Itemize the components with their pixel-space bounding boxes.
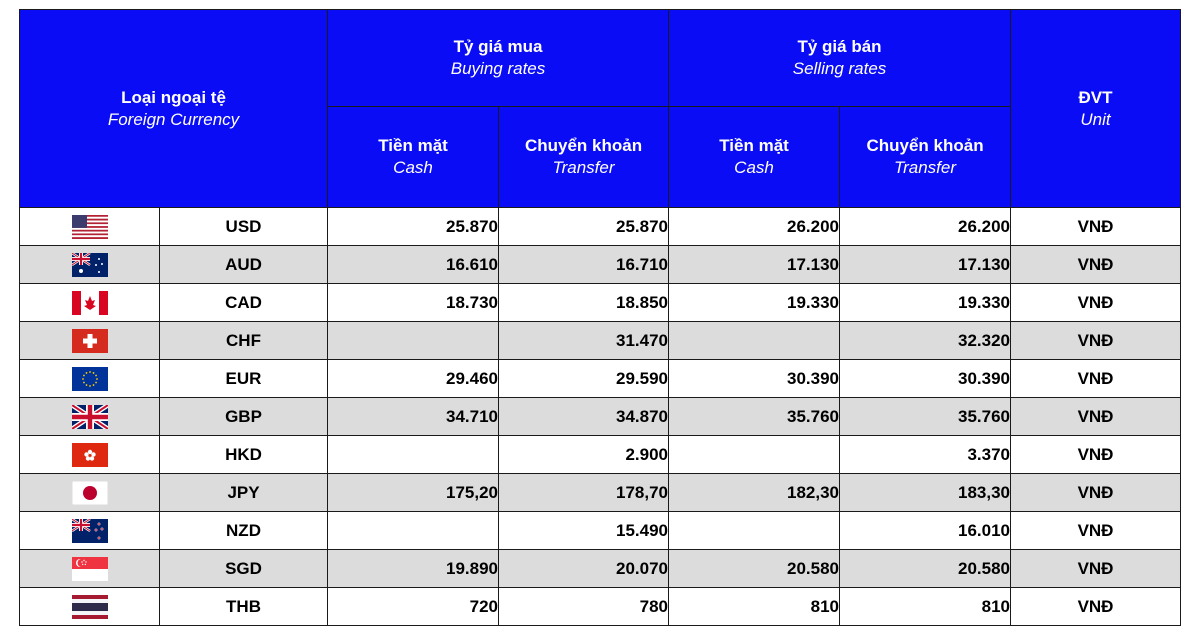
flag-cell bbox=[20, 436, 160, 474]
unit-value: VNĐ bbox=[1011, 208, 1181, 246]
buy-cash-header-vi: Tiền mặt bbox=[378, 136, 448, 155]
sell-cash-value: 30.390 bbox=[669, 360, 840, 398]
buy-transfer-value: 16.710 bbox=[499, 246, 669, 284]
table-row bbox=[20, 284, 1181, 322]
gb-flag-icon bbox=[72, 405, 108, 429]
sell-cash-value bbox=[669, 322, 840, 360]
flag-cell bbox=[20, 208, 160, 246]
sell-transfer-value: 20.580 bbox=[840, 550, 1011, 588]
unit-value: VNĐ bbox=[1011, 246, 1181, 284]
sg-flag-icon bbox=[72, 557, 108, 581]
unit-value: VNĐ bbox=[1011, 474, 1181, 512]
sell-transfer-header bbox=[840, 107, 1011, 208]
buy-cash-value bbox=[328, 436, 499, 474]
table-row bbox=[20, 398, 1181, 436]
unit-header-vi: ĐVT bbox=[1078, 87, 1113, 107]
unit-value: VNĐ bbox=[1011, 588, 1181, 626]
buy-cash-value: 720 bbox=[328, 588, 499, 626]
nz-flag-icon bbox=[72, 519, 108, 543]
buying-header-en: Buying rates bbox=[450, 59, 546, 78]
buy-cash-header bbox=[328, 107, 499, 208]
sell-cash-value bbox=[669, 436, 840, 474]
currency-code: SGD bbox=[160, 550, 328, 588]
jp-flag-icon bbox=[72, 481, 108, 505]
flag-cell bbox=[20, 512, 160, 550]
unit-value: VNĐ bbox=[1011, 512, 1181, 550]
currency-header-en: Foreign Currency bbox=[107, 109, 240, 129]
us-flag-icon bbox=[72, 215, 108, 239]
sell-cash-value: 19.330 bbox=[669, 284, 840, 322]
sell-transfer-value: 810 bbox=[840, 588, 1011, 626]
unit-value: VNĐ bbox=[1011, 550, 1181, 588]
currency-code: JPY bbox=[160, 474, 328, 512]
sell-cash-value bbox=[669, 512, 840, 550]
sell-transfer-value: 32.320 bbox=[840, 322, 1011, 360]
table-row bbox=[20, 550, 1181, 588]
ca-flag-icon bbox=[72, 291, 108, 315]
sell-transfer-value: 30.390 bbox=[840, 360, 1011, 398]
sell-cash-header-en: Cash bbox=[734, 158, 774, 177]
flag-cell bbox=[20, 246, 160, 284]
buy-cash-value bbox=[328, 322, 499, 360]
unit-column-header bbox=[1011, 10, 1181, 208]
buy-transfer-header bbox=[499, 107, 669, 208]
buy-transfer-value: 178,70 bbox=[499, 474, 669, 512]
table-row bbox=[20, 360, 1181, 398]
buying-rates-header bbox=[328, 10, 669, 107]
unit-header-en: Unit bbox=[1080, 109, 1111, 129]
buy-transfer-value: 18.850 bbox=[499, 284, 669, 322]
sell-cash-header bbox=[669, 107, 840, 208]
sell-cash-value: 17.130 bbox=[669, 246, 840, 284]
currency-header-vi: Loại ngoại tệ bbox=[121, 87, 226, 107]
buy-transfer-header-en: Transfer bbox=[552, 158, 615, 177]
buying-header-vi: Tỷ giá mua bbox=[453, 37, 543, 56]
buy-transfer-value: 780 bbox=[499, 588, 669, 626]
sell-cash-value: 35.760 bbox=[669, 398, 840, 436]
sell-transfer-value: 26.200 bbox=[840, 208, 1011, 246]
au-flag-icon bbox=[72, 253, 108, 277]
sell-cash-header-vi: Tiền mặt bbox=[719, 136, 789, 155]
table-row bbox=[20, 436, 1181, 474]
table-row bbox=[20, 474, 1181, 512]
unit-value: VNĐ bbox=[1011, 360, 1181, 398]
currency-code: EUR bbox=[160, 360, 328, 398]
currency-code: HKD bbox=[160, 436, 328, 474]
flag-cell bbox=[20, 398, 160, 436]
currency-code: USD bbox=[160, 208, 328, 246]
buy-cash-value: 19.890 bbox=[328, 550, 499, 588]
unit-value: VNĐ bbox=[1011, 284, 1181, 322]
sell-transfer-value: 17.130 bbox=[840, 246, 1011, 284]
currency-code: THB bbox=[160, 588, 328, 626]
sell-transfer-header-en: Transfer bbox=[893, 158, 957, 177]
th-flag-icon bbox=[72, 595, 108, 619]
sell-cash-value: 20.580 bbox=[669, 550, 840, 588]
unit-value: VNĐ bbox=[1011, 436, 1181, 474]
table-row bbox=[20, 208, 1181, 246]
sell-cash-value: 810 bbox=[669, 588, 840, 626]
buy-cash-value bbox=[328, 512, 499, 550]
sell-transfer-value: 183,30 bbox=[840, 474, 1011, 512]
buy-transfer-value: 2.900 bbox=[499, 436, 669, 474]
table-row bbox=[20, 512, 1181, 550]
buy-transfer-value: 34.870 bbox=[499, 398, 669, 436]
flag-cell bbox=[20, 322, 160, 360]
buy-transfer-value: 31.470 bbox=[499, 322, 669, 360]
sell-cash-value: 182,30 bbox=[669, 474, 840, 512]
sell-transfer-value: 3.370 bbox=[840, 436, 1011, 474]
currency-code: AUD bbox=[160, 246, 328, 284]
buy-transfer-value: 25.870 bbox=[499, 208, 669, 246]
buy-transfer-value: 20.070 bbox=[499, 550, 669, 588]
buy-cash-header-en: Cash bbox=[393, 158, 433, 177]
buy-cash-value: 25.870 bbox=[328, 208, 499, 246]
buy-cash-value: 175,20 bbox=[328, 474, 499, 512]
unit-value: VNĐ bbox=[1011, 398, 1181, 436]
hk-flag-icon bbox=[72, 443, 108, 467]
sell-transfer-value: 35.760 bbox=[840, 398, 1011, 436]
currency-code: CHF bbox=[160, 322, 328, 360]
sell-cash-value: 26.200 bbox=[669, 208, 840, 246]
selling-header-en: Selling rates bbox=[792, 59, 887, 78]
table-row bbox=[20, 588, 1181, 626]
currency-code: CAD bbox=[160, 284, 328, 322]
buy-cash-value: 18.730 bbox=[328, 284, 499, 322]
currency-code: GBP bbox=[160, 398, 328, 436]
sell-transfer-value: 19.330 bbox=[840, 284, 1011, 322]
flag-cell bbox=[20, 474, 160, 512]
buy-cash-value: 34.710 bbox=[328, 398, 499, 436]
currency-code: NZD bbox=[160, 512, 328, 550]
table-header bbox=[20, 10, 1181, 208]
flag-cell bbox=[20, 550, 160, 588]
table-row bbox=[20, 322, 1181, 360]
buy-transfer-value: 15.490 bbox=[499, 512, 669, 550]
sell-transfer-value: 16.010 bbox=[840, 512, 1011, 550]
ch-flag-icon bbox=[72, 329, 108, 353]
buy-transfer-value: 29.590 bbox=[499, 360, 669, 398]
selling-rates-header bbox=[669, 10, 1011, 107]
sell-transfer-header-vi: Chuyển khoản bbox=[866, 136, 984, 155]
eu-flag-icon bbox=[72, 367, 108, 391]
table-row bbox=[20, 246, 1181, 284]
flag-cell bbox=[20, 360, 160, 398]
currency-column-header bbox=[20, 10, 328, 208]
exchange-rate-table bbox=[19, 9, 1181, 626]
selling-header-vi: Tỷ giá bán bbox=[797, 37, 882, 56]
buy-transfer-header-vi: Chuyển khoản bbox=[524, 136, 643, 155]
buy-cash-value: 29.460 bbox=[328, 360, 499, 398]
buy-cash-value: 16.610 bbox=[328, 246, 499, 284]
unit-value: VNĐ bbox=[1011, 322, 1181, 360]
flag-cell bbox=[20, 588, 160, 626]
flag-cell bbox=[20, 284, 160, 322]
table-body bbox=[20, 208, 1181, 626]
